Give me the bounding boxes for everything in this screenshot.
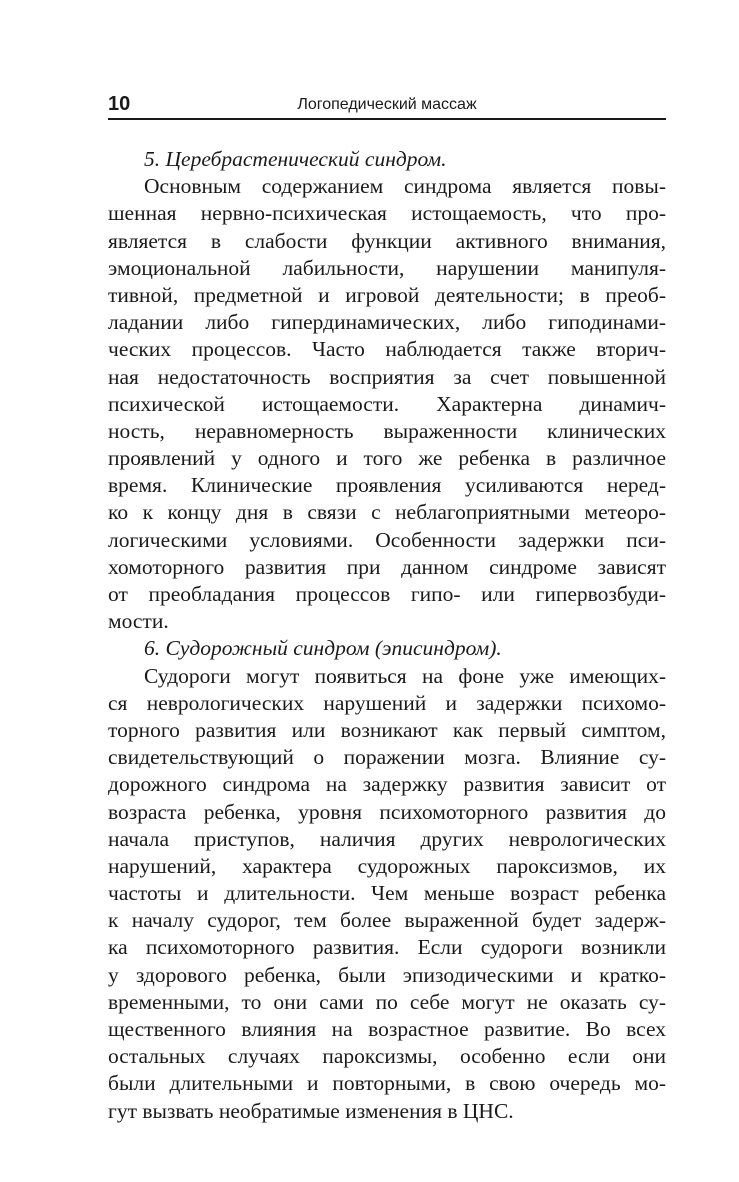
text-line: ка психомоторного развития. Если судороги возникли — [108, 935, 666, 960]
text-line: частоты и длительности. Чем меньше возраст ребенка — [108, 881, 666, 906]
text-line: дорожного синдрома на задержку развития зависит от — [108, 772, 666, 797]
text-line: тивной, предметной и игровой деятельности; в преоб- — [108, 282, 666, 307]
text-line: психической истощаемости. Характерна динамич- — [108, 391, 666, 416]
text-line: временными, то они сами по себе могут не оказать су- — [108, 989, 666, 1014]
book-page — [108, 92, 666, 1125]
book-title: Логопедический массаж — [297, 96, 477, 113]
text-line: от преобладания процессов гипо- или гипервозбуди- — [108, 582, 666, 606]
text-line: время. Клинические проявления усиливаются неред- — [108, 473, 666, 498]
text-line: хомоторного развития при данном синдроме зависят — [108, 554, 666, 579]
text-line: ся неврологических нарушений и задержки психомо- — [108, 690, 666, 715]
page-number: 10 — [108, 93, 131, 115]
text-line: у здорового ребенка, были эпизодическими и кратко- — [108, 962, 666, 987]
text-line: начала приступов, наличия других неврологических — [108, 826, 666, 851]
text-line: является в слабости функции активного внимания, — [108, 228, 666, 253]
text-line: щественного влияния на возрастное развитие. Во всех — [108, 1017, 666, 1041]
running-header — [108, 92, 666, 120]
section-heading: 5. Церебрастенический синдром. — [144, 147, 447, 171]
text-line: ная недостаточность восприятия за счет повышенной — [108, 364, 666, 389]
text-line: нарушений, характера судорожных пароксизмов, их — [108, 853, 666, 878]
text-line: шенная нервно-психическая истощаемость, что про- — [108, 201, 666, 226]
text-line: возраста ребенка, уровня психомоторного развития до — [108, 799, 666, 824]
paragraph-last-line: гут вызвать необратимые изменения в ЦНС. — [108, 1098, 514, 1123]
text-line: остальных случаях пароксизмы, особенно если они — [108, 1044, 666, 1069]
text-line: ческих процессов. Часто наблюдается также вторич- — [108, 337, 666, 362]
text-line: ко к концу дня в связи с неблагоприятными метеоро- — [108, 500, 666, 525]
section-heading: 6. Судорожный синдром (эписиндром). — [144, 636, 502, 661]
paragraph-first-line: Судороги могут появиться на фоне уже имеющих- — [144, 663, 666, 688]
text-line: торного развития или возникают как первый симптом, — [108, 717, 666, 742]
text-line: ладании либо гипердинамических, либо гиподинами- — [108, 310, 666, 335]
text-line: эмоциональной лабильности, нарушении манипуля- — [108, 255, 666, 280]
paragraph-first-line: Основным содержанием синдрома является повы- — [144, 174, 666, 199]
text-line: к началу судорог, тем более выраженной будет задерж- — [108, 908, 666, 933]
text-line: логическими условиями. Особенности задержки пси- — [108, 527, 666, 552]
text-line: проявлений у одного и того же ребенка в различное — [108, 446, 666, 471]
text-line: свидетельствующий о поражении мозга. Влияние су- — [108, 745, 666, 770]
paragraph-last-line: мости. — [108, 609, 169, 634]
text-line: были длительными и повторными, в свою очередь мо- — [108, 1071, 666, 1096]
text-line: ность, неравномерность выраженности клинических — [108, 418, 666, 443]
body-text — [108, 146, 666, 1125]
